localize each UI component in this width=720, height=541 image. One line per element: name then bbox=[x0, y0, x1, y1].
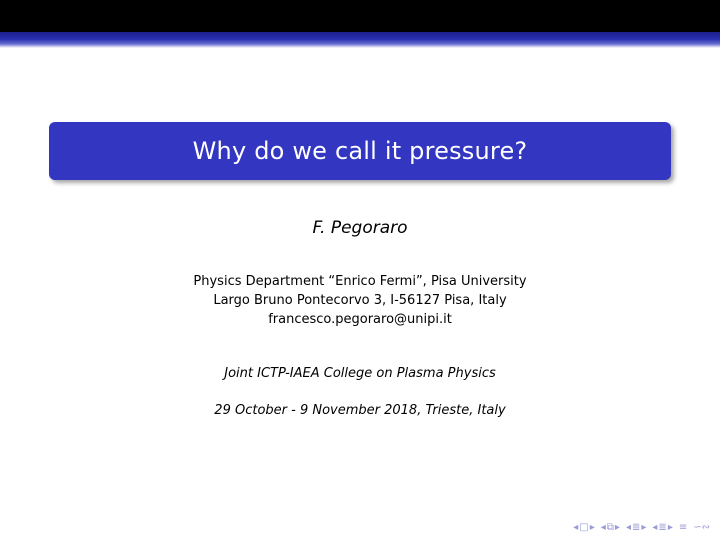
header-band bbox=[0, 32, 720, 48]
affiliation-address: Largo Bruno Pontecorvo 3, I-56127 Pisa, Italy bbox=[213, 293, 507, 308]
nav-prev-slide-icon[interactable]: ◂ bbox=[652, 522, 658, 533]
affiliation-block bbox=[0, 272, 720, 329]
nav-section-icon[interactable]: ≣ bbox=[631, 522, 641, 533]
nav-subsection-group bbox=[601, 522, 620, 533]
slide-title: Why do we call it pressure? bbox=[192, 137, 528, 165]
nav-next-subsection-icon[interactable]: ▸ bbox=[614, 522, 620, 533]
affiliation-email: francesco.pegoraro@unipi.it bbox=[268, 312, 452, 327]
nav-next-slide-icon[interactable]: ▸ bbox=[667, 522, 673, 533]
nav-search-icon[interactable]: ∽∾ bbox=[693, 522, 710, 533]
nav-slide-icon[interactable]: ≣ bbox=[658, 522, 667, 533]
nav-slide-group bbox=[652, 522, 672, 533]
event-date: 29 October - 9 November 2018, Trieste, Italy bbox=[214, 403, 506, 418]
author-name: F. Pegoraro bbox=[312, 218, 408, 238]
nav-frame-icon[interactable]: □ bbox=[579, 522, 589, 533]
nav-next-frame-icon[interactable]: ▸ bbox=[589, 522, 595, 533]
nav-prev-section-icon[interactable]: ◂ bbox=[625, 522, 631, 533]
nav-section-group bbox=[626, 522, 646, 533]
nav-prev-frame-icon[interactable]: ◂ bbox=[573, 522, 579, 533]
header-bar bbox=[0, 0, 720, 32]
title-box bbox=[49, 122, 671, 180]
event-name: Joint ICTP-IAEA College on Plasma Physics bbox=[224, 366, 496, 381]
nav-align-icon[interactable]: ≡ bbox=[678, 522, 688, 533]
nav-frame-group bbox=[573, 522, 595, 533]
affiliation-department: Physics Department “Enrico Fermi”, Pisa University bbox=[193, 274, 527, 289]
nav-subsection-icon[interactable]: ⧉ bbox=[606, 522, 614, 533]
nav-next-section-icon[interactable]: ▸ bbox=[641, 522, 647, 533]
nav-prev-subsection-icon[interactable]: ◂ bbox=[600, 522, 606, 533]
beamer-navigation-bar bbox=[573, 522, 710, 533]
